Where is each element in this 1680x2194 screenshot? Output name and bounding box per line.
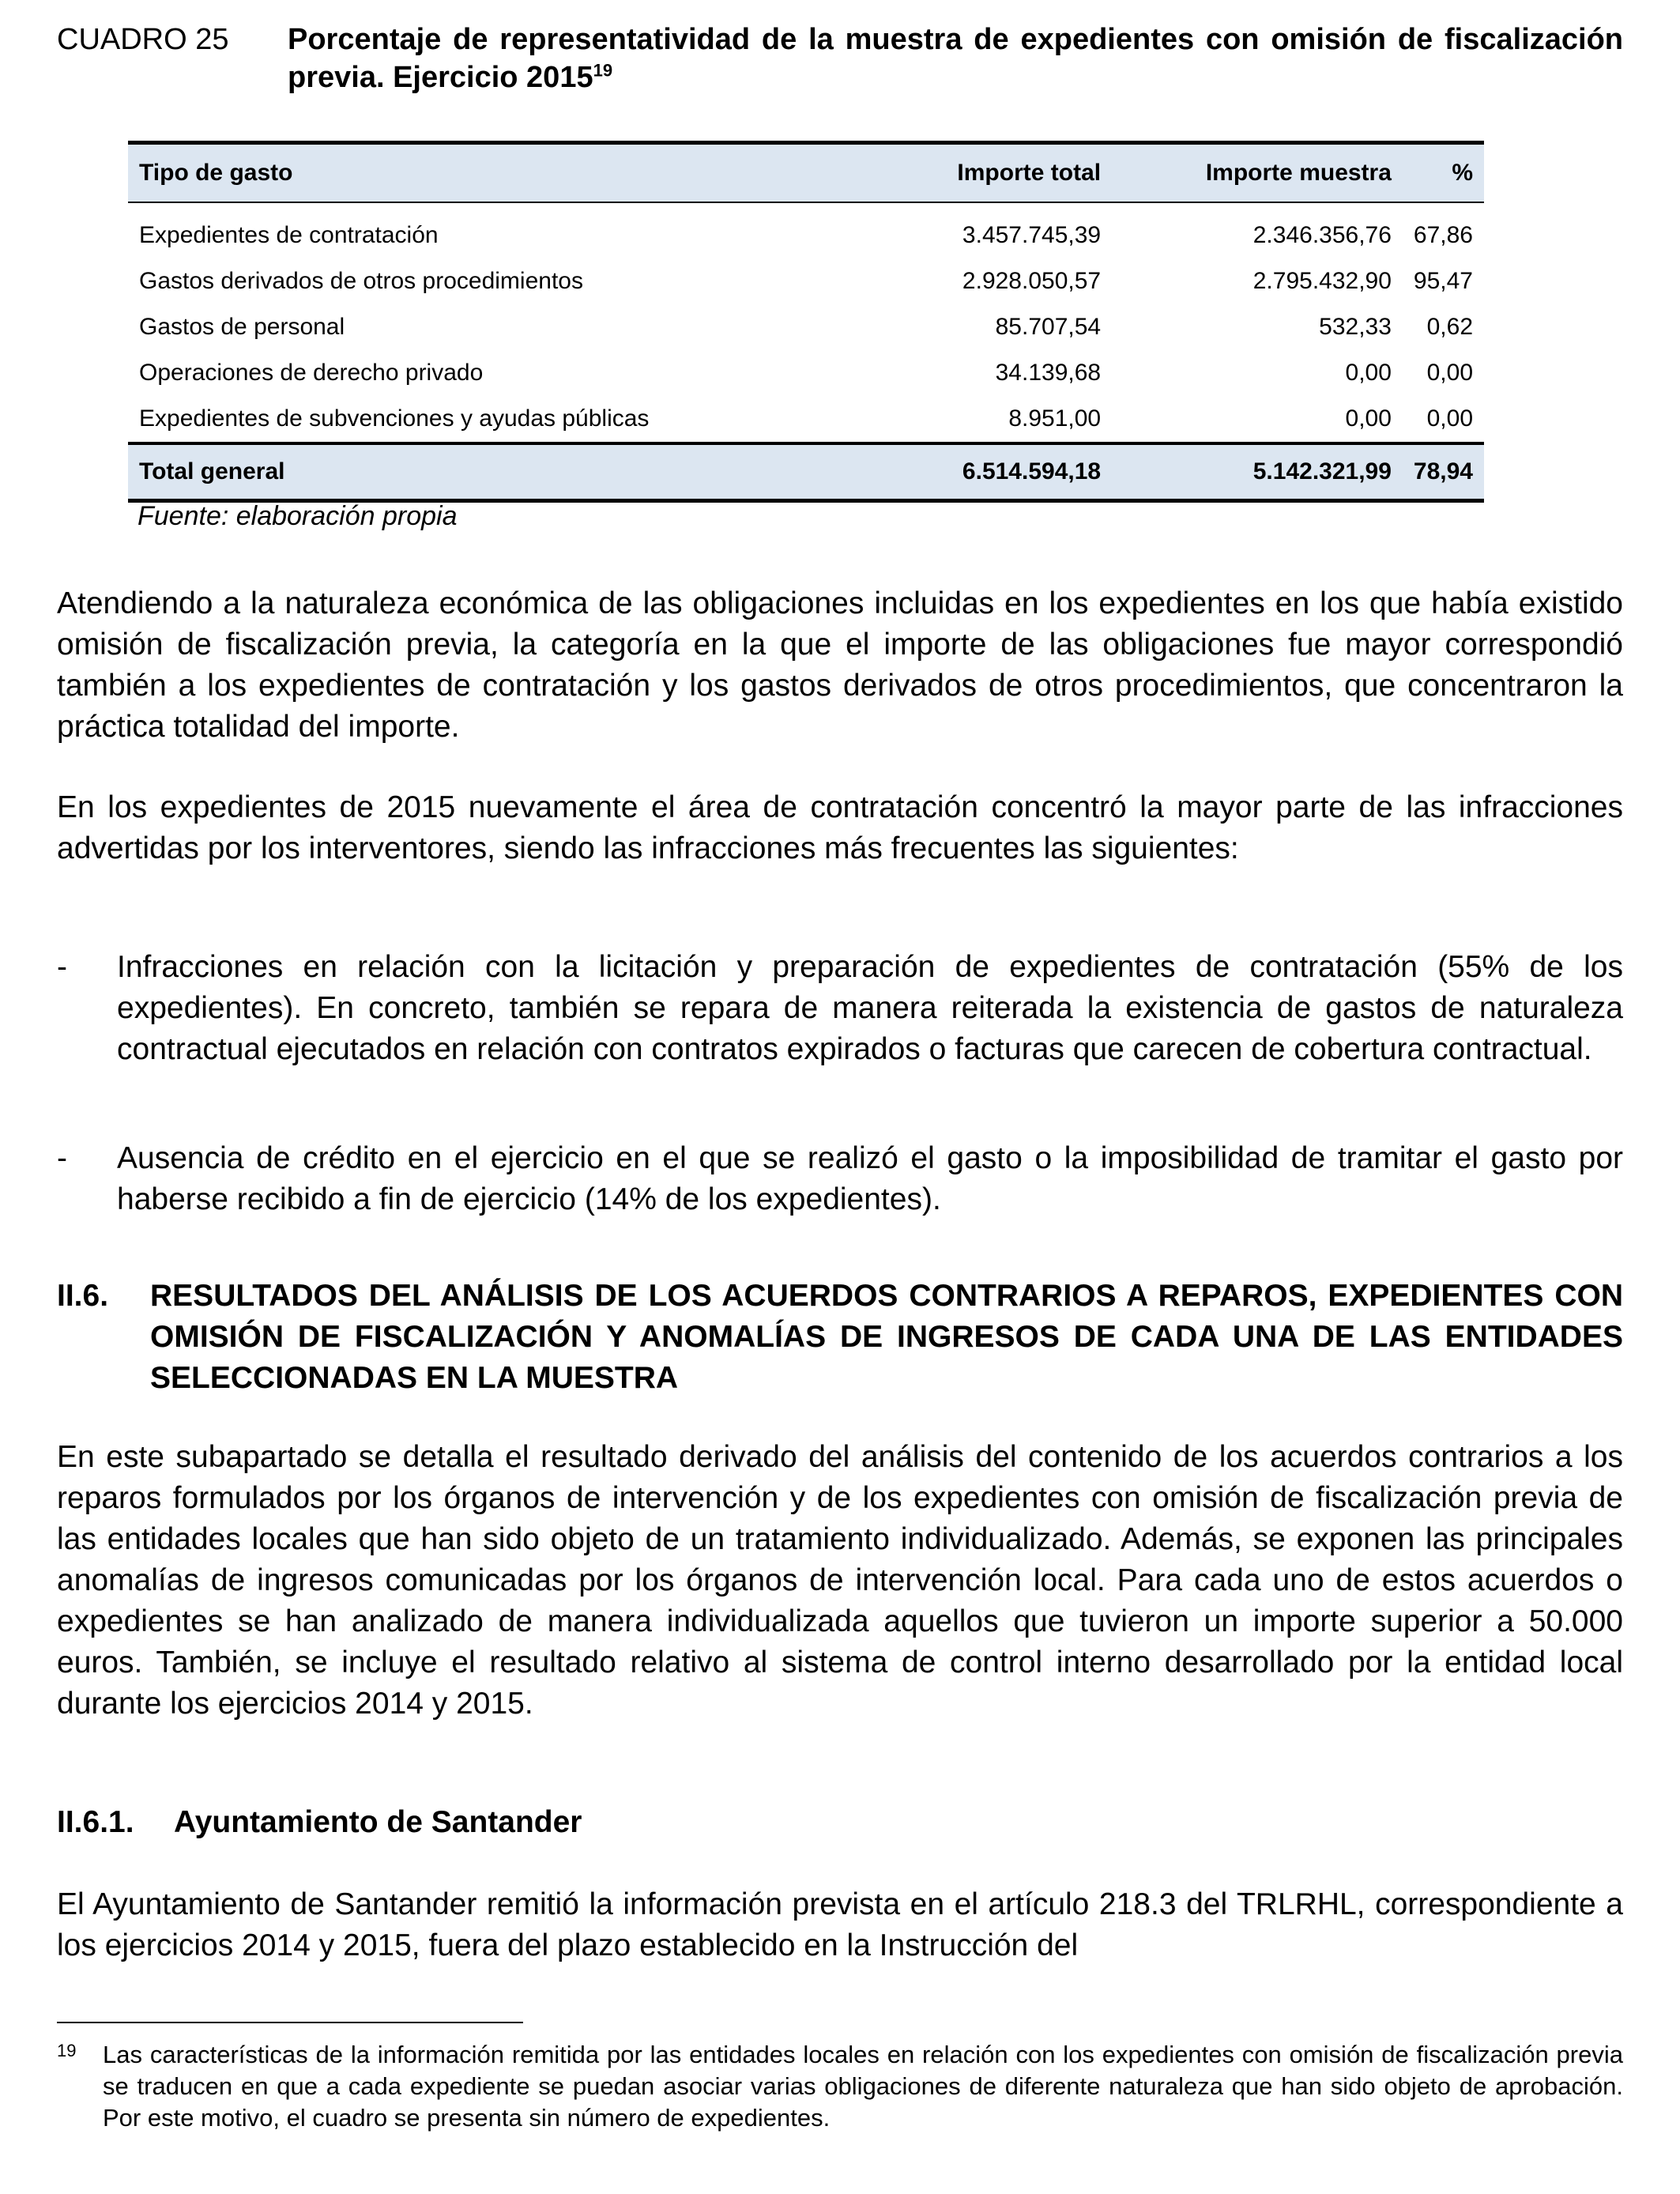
footnote-reference[interactable]: 19 <box>593 60 613 81</box>
list-dash: - <box>57 1141 67 1175</box>
table-cell: Gastos derivados de otros procedimientos <box>139 268 583 294</box>
table-cell: Expedientes de contratación <box>139 222 439 248</box>
list-item <box>57 947 1623 1070</box>
table-row <box>128 304 1484 350</box>
section-number: II.6. <box>57 1279 109 1313</box>
table-row <box>128 258 1484 304</box>
header-importe-total: Importe total <box>829 143 1112 203</box>
section-heading <box>57 1276 1623 1399</box>
table-cell: 3.457.745,39 <box>962 222 1102 248</box>
section-title: RESULTADOS DEL ANÁLISIS DE LOS ACUERDOS CONTRARIOS A REPAROS, EXPEDIENTES CON OMISIÓN DE FISCALIZACIÓN Y ANOMALÍAS DE INGRESOS DE CADA UNA DE LAS ENTIDADES SELECCIONADAS EN LA MUESTRA <box>150 1279 1623 1395</box>
paragraph: Atendiendo a la naturaleza económica de las obligaciones incluidas en los expedientes en los que había existido omisión de fiscalización previa, la categoría en la que el importe de las obligaciones fue mayor correspondió también a los expedientes de contratación y los gastos derivados de otros procedimientos, que concentraron la práctica totalidad del importe. <box>57 586 1623 744</box>
table-cell: 2.928.050,57 <box>962 268 1102 294</box>
table-cell: Gastos de personal <box>139 314 345 340</box>
table-cell: 34.139,68 <box>995 360 1102 386</box>
table-row <box>128 202 1484 258</box>
footnote-number: 19 <box>57 2041 77 2060</box>
subsection-heading <box>57 1802 582 1843</box>
header-tipo-de-gasto: Tipo de gasto <box>128 143 829 203</box>
paragraph: En los expedientes de 2015 nuevamente el área de contratación concentró la mayor parte de las infracciones advertidas por los interventores, siendo las infracciones más frecuentes las siguientes: <box>57 790 1623 865</box>
total-label: Total general <box>128 443 829 501</box>
table-row <box>128 396 1484 443</box>
table-cell: 8.951,00 <box>1008 405 1102 432</box>
table-cell: 0,00 <box>1345 405 1392 432</box>
table-cell: 2.346.356,76 <box>1252 222 1392 248</box>
paragraph: El Ayuntamiento de Santander remitió la información prevista en el artículo 218.3 del TRLRHL, correspondiente a los ejercicios 2014 y 2015, fuera del plazo establecido en la Instrucción del <box>57 1887 1623 1962</box>
data-table <box>128 141 1484 503</box>
caption-title: Porcentaje de representatividad de la muestra de expedientes con omisión de fiscalización previa. Ejercicio 2015$^{19}$ <box>288 23 1623 94</box>
caption-label: CUADRO 25 <box>57 23 229 56</box>
table-row <box>128 350 1484 396</box>
table-total-row <box>128 443 1484 501</box>
table-cell: 532,33 <box>1319 314 1392 340</box>
list-dash: - <box>57 950 67 984</box>
total-percent: 78,94 <box>1403 443 1484 501</box>
list-item <box>57 1138 1623 1220</box>
table-caption <box>57 21 1623 96</box>
table-cell: 0,00 <box>1345 360 1392 386</box>
table-cell: Operaciones de derecho privado <box>139 360 484 386</box>
table-cell: Expedientes de subvenciones y ayudas públicas <box>139 405 650 432</box>
subsection-number: II.6.1. <box>57 1805 134 1839</box>
list-item-text: Ausencia de crédito en el ejercicio en el que se realizó el gasto o la imposibilidad de tramitar el gasto por haberse recibido a fin de ejercicio (14% de los expedientes). <box>117 1141 1623 1216</box>
table-header-row <box>128 143 1484 203</box>
subsection-title: Ayuntamiento de Santander <box>174 1805 582 1839</box>
table-cell: 67,86 <box>1413 222 1473 248</box>
total-importe-total: 6.514.594,18 <box>829 443 1112 501</box>
footnote-text: Las características de la información remitida por las entidades locales en relación con los expedientes con omisión de fiscalización previa se traducen en que a cada expediente se puedan asociar varias obligaciones de diferente naturaleza que han sido objeto de aprobación. Por este motivo, el cuadro se presenta sin número de expedientes. <box>103 2041 1623 2132</box>
footnote-divider <box>57 2022 523 2023</box>
paragraph: En este subapartado se detalla el resultado derivado del análisis del contenido de los acuerdos contrarios a los reparos formulados por los órganos de intervención y de los expedientes con omisión de fiscalización previa de las entidades locales que han sido objeto de un tratamiento individualizado. Además, se exponen las principales anomalías de ingresos comunicadas por los órganos de intervención local. Para cada uno de estos acuerdos o expedientes se han analizado de manera individualizada aquellos que tuvieron un importe superior a 50.000 euros. También, se incluye el resultado relativo al sistema de control interno desarrollado por la entidad local durante los ejercicios 2014 y 2015. <box>57 1440 1623 1721</box>
table-cell: 0,00 <box>1426 405 1473 432</box>
table-cell: 85.707,54 <box>995 314 1102 340</box>
footnote <box>57 2039 1623 2134</box>
total-importe-muestra: 5.142.321,99 <box>1112 443 1403 501</box>
table-cell: 0,62 <box>1426 314 1473 340</box>
header-percent: % <box>1403 143 1484 203</box>
table-source: Fuente: elaboración propia <box>137 501 458 531</box>
table-cell: 0,00 <box>1426 360 1473 386</box>
table-cell: 95,47 <box>1413 268 1473 294</box>
table-cell: 2.795.432,90 <box>1252 268 1392 294</box>
list-item-text: Infracciones en relación con la licitación y preparación de expedientes de contratación (55% de los expedientes). En concreto, también se repara de manera reiterada la existencia de gastos de naturaleza contractual ejecutados en relación con contratos expirados o facturas que carecen de cobertura contractual. <box>117 950 1623 1066</box>
header-importe-muestra: Importe muestra <box>1112 143 1403 203</box>
